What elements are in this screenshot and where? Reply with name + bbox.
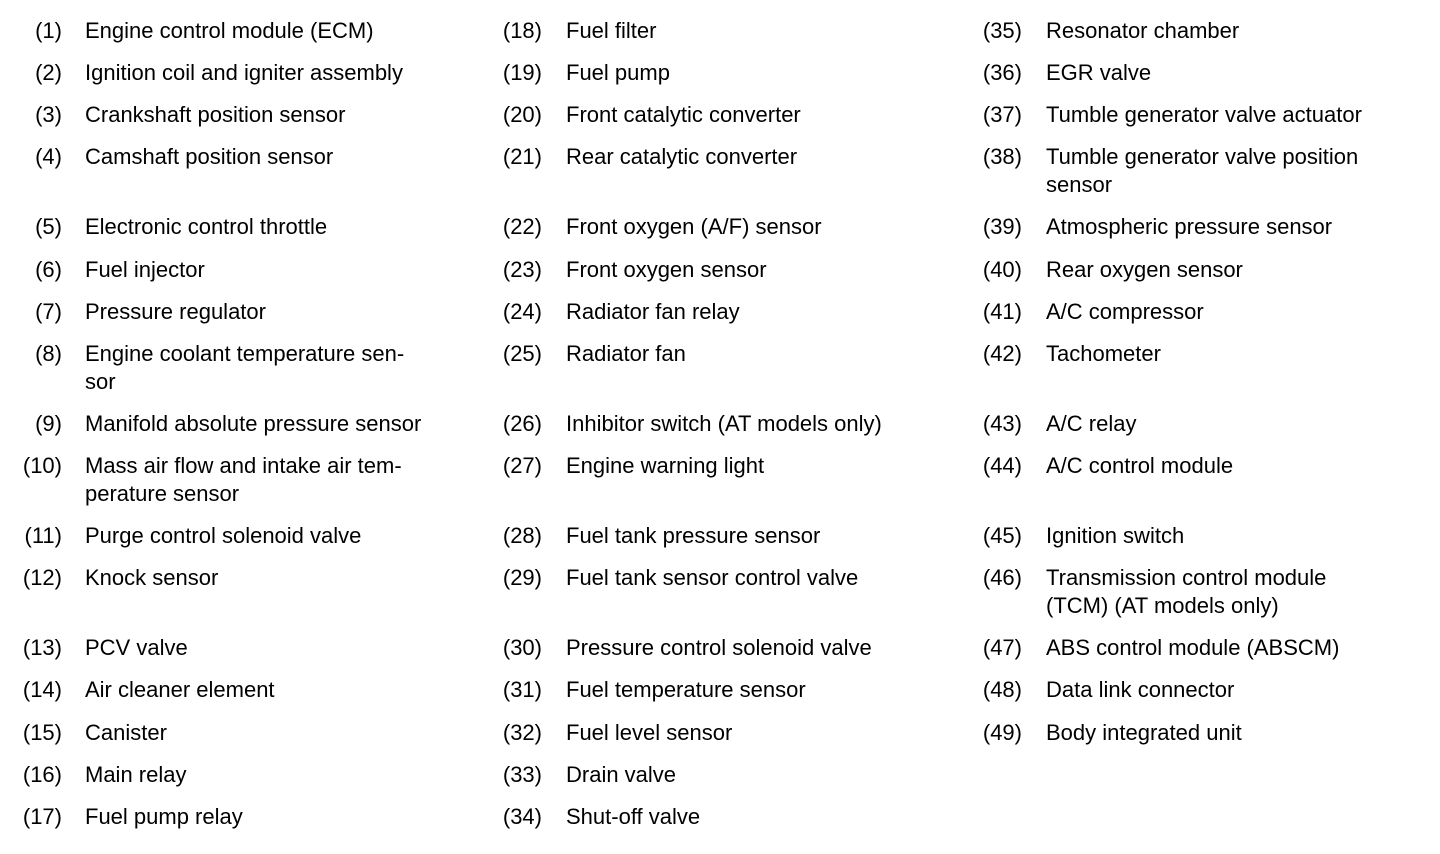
- legend-item-label-line: Pressure regulator: [85, 299, 266, 324]
- legend-item-label-line: Rear catalytic converter: [566, 144, 798, 169]
- legend-item-label-line: Engine warning light: [566, 453, 765, 478]
- legend-item-number: (25): [502, 341, 542, 366]
- legend-item-number: (8): [35, 341, 62, 366]
- legend-item-label: [1046, 101, 1432, 129]
- legend-item-label: [566, 256, 962, 284]
- legend-item-label-line: Fuel level sensor: [566, 720, 733, 745]
- legend-item-label-line: Knock sensor: [85, 565, 219, 590]
- legend-item-label: [85, 340, 480, 396]
- legend-item-number: (31): [502, 677, 542, 702]
- legend-item-label-line: sensor: [1046, 172, 1113, 197]
- legend-item-number: (5): [35, 214, 62, 239]
- legend-item-label: [566, 803, 962, 831]
- legend-item-number: (47): [982, 635, 1022, 660]
- legend-item-label-line: Pressure control solenoid valve: [566, 635, 872, 660]
- legend-item-label: [85, 143, 480, 171]
- legend-item-number: (18): [502, 18, 542, 43]
- legend-item-label-line: A/C compressor: [1046, 299, 1204, 324]
- legend-item-number: (23): [502, 257, 542, 282]
- legend-item-number: (20): [502, 102, 542, 127]
- legend-item-number: (29): [502, 565, 542, 590]
- legend-item-label-line: PCV valve: [85, 635, 188, 660]
- legend-item-label-line: Rear oxygen sensor: [1046, 257, 1243, 282]
- legend-item-number: (16): [22, 762, 62, 787]
- legend-item-label-line: Ignition switch: [1046, 523, 1185, 548]
- legend-item-number: (38): [982, 144, 1022, 169]
- legend-item-number: (39): [982, 214, 1022, 239]
- legend-item-label: [85, 719, 480, 747]
- legend-item-number: (13): [22, 635, 62, 660]
- legend-item-label-line: Camshaft position sensor: [85, 144, 334, 169]
- legend-item-number: (42): [982, 341, 1022, 366]
- legend-item-number: (21): [502, 144, 542, 169]
- legend-item-label: [85, 803, 480, 831]
- legend-item-label: [566, 564, 962, 592]
- legend-item-label: [85, 676, 480, 704]
- legend-item-number: (36): [982, 60, 1022, 85]
- legend-item-label-line: Data link connector: [1046, 677, 1235, 702]
- legend-item-number: (17): [22, 804, 62, 829]
- legend-item-number: (26): [502, 411, 542, 436]
- legend-item-label: [1046, 256, 1432, 284]
- legend-item-label: [85, 256, 480, 284]
- legend-item-label: [1046, 410, 1432, 438]
- legend-item-number: (41): [982, 299, 1022, 324]
- legend-item-label: [1046, 452, 1432, 480]
- legend-item-label: [566, 410, 962, 438]
- legend-item-label-line: Shut-off valve: [566, 804, 701, 829]
- legend-item-label-line: Radiator fan relay: [566, 299, 740, 324]
- legend-item-label-line: Transmission control module: [1046, 565, 1327, 590]
- legend-item-label-line: Tumble generator valve actuator: [1046, 102, 1362, 127]
- legend-item-label-line: perature sensor: [85, 481, 240, 506]
- legend-item-label: [85, 213, 480, 241]
- legend-item-label: [85, 410, 480, 438]
- legend-item-number: (22): [502, 214, 542, 239]
- legend-item-number: (24): [502, 299, 542, 324]
- legend-item-label-line: Manifold absolute pressure sensor: [85, 411, 422, 436]
- legend-item-label-line: Purge control solenoid valve: [85, 523, 362, 548]
- legend-item-label-line: Fuel pump relay: [85, 804, 243, 829]
- legend-item-number: (1): [35, 18, 62, 43]
- legend-item-label-line: Air cleaner element: [85, 677, 275, 702]
- legend-item-label: [85, 59, 480, 87]
- legend-item-label-line: Engine control module (ECM): [85, 18, 374, 43]
- legend-item-label: [1046, 676, 1432, 704]
- legend-item-label-line: Inhibitor switch (AT models only): [566, 411, 882, 436]
- legend-item-label: [1046, 213, 1432, 241]
- legend-item-number: (48): [982, 677, 1022, 702]
- legend-item-number: (3): [35, 102, 62, 127]
- legend-item-label-line: Body integrated unit: [1046, 720, 1242, 745]
- legend-item-label-line: Fuel injector: [85, 257, 205, 282]
- legend-item-label-line: Atmospheric pressure sensor: [1046, 214, 1333, 239]
- legend-item-number: (46): [982, 565, 1022, 590]
- legend-item-number: (12): [22, 565, 62, 590]
- legend-item-label: [566, 634, 962, 662]
- legend-item-label: [1046, 719, 1432, 747]
- legend-item-label: [566, 213, 962, 241]
- legend-item-number: (37): [982, 102, 1022, 127]
- legend-item-number: (2): [35, 60, 62, 85]
- legend-item-number: (27): [502, 453, 542, 478]
- legend-item-label-line: Canister: [85, 720, 167, 745]
- legend-item-label-line: (TCM) (AT models only): [1046, 593, 1279, 618]
- legend-item-label-line: Front catalytic converter: [566, 102, 801, 127]
- legend-item-label-line: Drain valve: [566, 762, 677, 787]
- legend-item-label: [1046, 522, 1432, 550]
- legend-item-label: [566, 676, 962, 704]
- legend-item-label: [566, 719, 962, 747]
- legend-item-number: (7): [35, 299, 62, 324]
- legend-item-label: [566, 143, 962, 171]
- legend-item-number: (10): [22, 453, 62, 478]
- legend-item-number: (6): [35, 257, 62, 282]
- legend-item-label-line: Main relay: [85, 762, 187, 787]
- legend-item-number: (15): [22, 720, 62, 745]
- legend-item-label: [1046, 298, 1432, 326]
- legend-item-label-line: Radiator fan: [566, 341, 686, 366]
- legend-item-number: (9): [35, 411, 62, 436]
- legend-item-label: [1046, 143, 1432, 199]
- legend-item-label: [566, 101, 962, 129]
- legend-item-number: (45): [982, 523, 1022, 548]
- legend-item-label: [1046, 17, 1432, 45]
- legend-item-label-line: Resonator chamber: [1046, 18, 1240, 43]
- legend-item-label-line: sor: [85, 369, 116, 394]
- legend-item-number: (11): [24, 523, 62, 548]
- legend-item-label: [566, 17, 962, 45]
- legend-item-label: [85, 298, 480, 326]
- legend-item-label: [566, 522, 962, 550]
- legend-item-label-line: A/C relay: [1046, 411, 1137, 436]
- legend-item-label-line: Mass air flow and intake air tem-: [85, 453, 402, 478]
- legend-item-number: (35): [982, 18, 1022, 43]
- legend-item-label: [1046, 564, 1432, 620]
- legend-item-number: (14): [22, 677, 62, 702]
- legend-item-label-line: Electronic control throttle: [85, 214, 328, 239]
- legend-item-label: [566, 761, 962, 789]
- legend-item-label-line: EGR valve: [1046, 60, 1152, 85]
- legend-item-number: (33): [502, 762, 542, 787]
- legend-item-label-line: ABS control module (ABSCM): [1046, 635, 1340, 660]
- legend-item-number: (40): [982, 257, 1022, 282]
- legend-item-label: [1046, 634, 1432, 662]
- legend-item-label: [566, 452, 962, 480]
- legend-item-label: [85, 452, 480, 508]
- legend-item-number: (43): [982, 411, 1022, 436]
- legend-item-label: [85, 761, 480, 789]
- legend-item-label-line: Ignition coil and igniter assembly: [85, 60, 403, 85]
- legend-item-label-line: Fuel tank pressure sensor: [566, 523, 821, 548]
- legend-item-label: [85, 17, 480, 45]
- legend-item-label-line: Fuel temperature sensor: [566, 677, 806, 702]
- legend-item-label: [1046, 59, 1432, 87]
- legend-item-label: [566, 59, 962, 87]
- legend-item-number: (34): [502, 804, 542, 829]
- legend-item-number: (30): [502, 635, 542, 660]
- legend-item-number: (28): [502, 523, 542, 548]
- legend-item-label: [85, 522, 480, 550]
- legend-item-label-line: Engine coolant temperature sen-: [85, 341, 405, 366]
- legend-item-label: [1046, 340, 1432, 368]
- legend-item-label-line: Tachometer: [1046, 341, 1161, 366]
- legend-item-label-line: A/C control module: [1046, 453, 1234, 478]
- legend-item-label-line: Fuel filter: [566, 18, 657, 43]
- legend-item-number: (44): [982, 453, 1022, 478]
- legend-item-label: [566, 298, 962, 326]
- legend-item-label-line: Crankshaft position sensor: [85, 102, 346, 127]
- legend-item-number: (4): [35, 144, 62, 169]
- legend-item-label: [566, 340, 962, 368]
- legend-item-label-line: Fuel tank sensor control valve: [566, 565, 859, 590]
- legend-item-label: [85, 101, 480, 129]
- legend-item-label-line: Front oxygen sensor: [566, 257, 767, 282]
- legend-item-label-line: Front oxygen (A/F) sensor: [566, 214, 822, 239]
- legend-item-number: (19): [502, 60, 542, 85]
- legend-item-label: [85, 634, 480, 662]
- legend-item-number: (49): [982, 720, 1022, 745]
- legend-item-label: [85, 564, 480, 592]
- legend-item-label-line: Fuel pump: [566, 60, 670, 85]
- legend-item-number: (32): [502, 720, 542, 745]
- legend-item-label-line: Tumble generator valve position: [1046, 144, 1359, 169]
